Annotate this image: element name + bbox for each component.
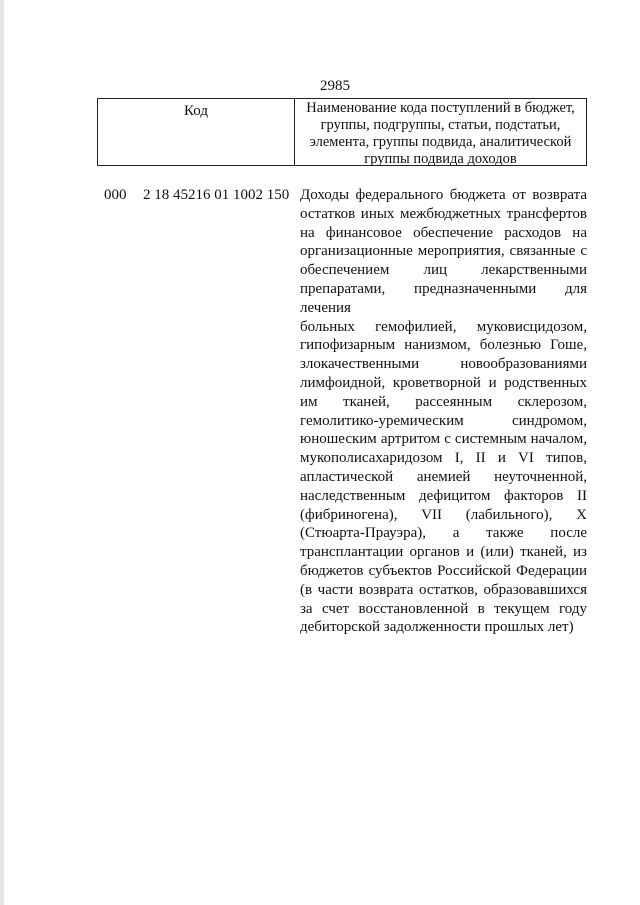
page-number: 2985 [320,78,350,94]
table-header [97,98,587,166]
income-name-line: за счет восстановленной в текущем году [300,600,587,617]
income-name-line: наследственным дефицитом факторов II [300,487,587,504]
income-name-line: остатков иных межбюджетных трансфертов [300,205,587,222]
income-name-line: обеспечением лиц лекарственными [300,262,587,279]
income-name-line: дебиторской задолженности прошлых лет) [300,619,574,636]
income-name-line: им тканей, рассеянным склерозом, [300,393,587,410]
income-name-line: на финансовое обеспечение расходов на [300,224,587,241]
income-name-line: злокачественными новообразованиями [300,356,587,373]
header-name-cell [295,99,586,165]
income-name-line: гипофизарным нанизмом, болезнью Гоше, [300,337,587,354]
header-name-line: Наименование кода поступлений в бюджет, [306,100,575,116]
income-name-line: (фибриногена), VII (лабильного), X [300,506,587,523]
income-name-line: (в части возврата остатков, образовавшихся [300,581,587,598]
header-name-line: группы подвида доходов [364,151,517,167]
income-name-line: Доходы федерального бюджета от возврата [300,187,587,203]
header-code-cell: Код [98,99,295,165]
page-edge [0,0,4,905]
income-name-line: гемолитико-уремическим синдромом, [300,412,587,429]
income-name-line: лимфоидной, кроветворной и родственных [300,374,587,391]
income-name-line: мукополисахаридозом I, II и VI типов, [300,450,587,467]
income-name-line: больных гемофилией, муковисцидозом, [300,318,587,335]
admin-code: 000 [104,187,127,203]
income-name-line: организационные мероприятия, связанные с [300,243,587,260]
income-name-line: бюджетов субъектов Российской Федерации [300,562,587,579]
income-name-line: трансплантации органов и (или) тканей, из [300,544,587,561]
income-name [300,186,587,637]
income-name-line: апластической анемией неуточненной, [300,468,587,485]
header-name-line: элемента, группы подвида, аналитической [309,134,572,150]
header-name-line: группы, подгруппы, статьи, подстатьи, [320,117,561,133]
income-name-line: препаратами, предназначенными для лечения [300,280,587,316]
income-code: 2 18 45216 01 1002 150 [143,187,290,203]
income-name-line: (Стюарта-Прауэра), а также после [300,525,587,542]
income-name-line: юношеским артритом с системным началом, [300,431,587,448]
